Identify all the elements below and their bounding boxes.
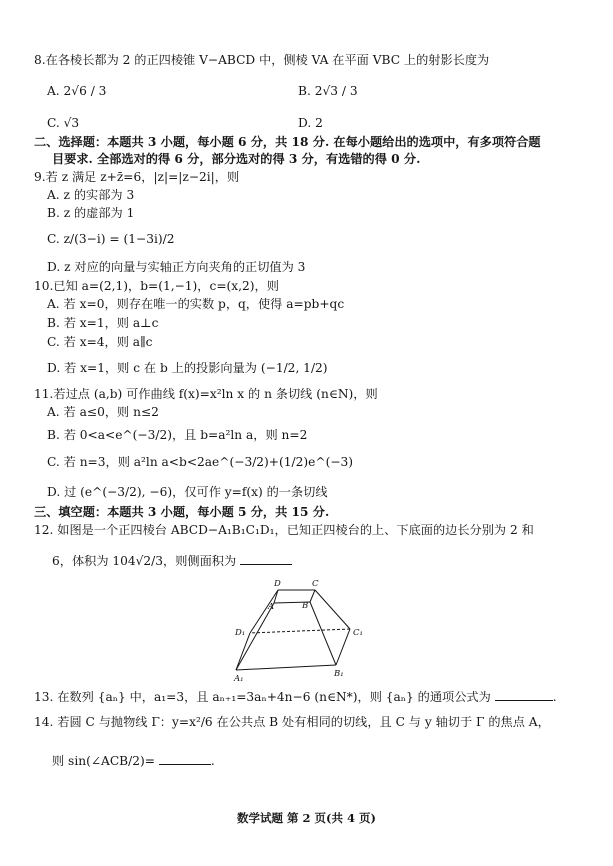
q14-line1: 14. 若圆 C 与抛物线 Γ：y=x²/6 在公共点 B 处有相同的切线，且 C 与 y 轴切于 Γ 的焦点 A， <box>34 715 550 729</box>
q9-option-c: C. z/(3−i) = (1−3i)/2 <box>47 232 175 246</box>
label-b: B <box>302 601 309 611</box>
q10-option-b: B. 若 x=1，则 a⊥c <box>47 316 159 330</box>
q13-line: 13. 在数列 {aₙ} 中，a₁=3，且 aₙ₊₁=3aₙ+4n−6 (n∈N*)，则 {aₙ} 的通项公式为 . <box>34 690 557 704</box>
edge-a1b1 <box>236 665 336 670</box>
q10-option-c: C. 若 x=4，则 a∥c <box>47 335 153 349</box>
edge-ad <box>274 590 278 603</box>
q14-answer-blank <box>159 752 211 765</box>
q8-option-c: C. √3 <box>47 116 80 130</box>
edge-cb <box>310 590 315 602</box>
section2-heading-line2: 目要求. 全部选对的得 6 分，部分选对的得 3 分，有选错的得 0 分. <box>52 152 421 166</box>
label-c1: C₁ <box>353 628 363 638</box>
q11-option-c: C. 若 n=3，则 a²ln a<b<2ae^(−3/2)+(1/2)e^(−3) <box>47 455 354 469</box>
q8-option-a: A. 2√6 / 3 <box>47 84 107 98</box>
q8-option-b: B. 2√3 / 3 <box>298 84 358 98</box>
edge-bb1 <box>310 602 336 665</box>
q11-option-a: A. 若 a≤0，则 n≤2 <box>47 405 159 419</box>
q9-option-d: D. z 对应的向量与实轴正方向夹角的正切值为 3 <box>47 260 306 274</box>
edge-b1c1 <box>336 629 350 665</box>
q8-stem: 8.在各棱长都为 2 的正四棱锥 V−ABCD 中，侧棱 VA 在平面 VBC 上的射影长度为 <box>34 53 490 67</box>
edge-d1a1 <box>236 633 250 670</box>
q9-option-b: B. z 的虚部为 1 <box>47 206 135 220</box>
q12-answer-blank <box>240 552 292 565</box>
label-d1: D₁ <box>235 628 246 638</box>
q10-option-a: A. 若 x=0，则存在唯一的实数 p，q，使得 a=pb+qc <box>47 297 345 311</box>
label-c: C <box>312 579 319 589</box>
label-a1: A₁ <box>234 674 244 684</box>
q8-option-d: D. 2 <box>298 116 323 130</box>
q12-line2 <box>52 552 292 570</box>
q11-option-d: D. 过 (e^(−3/2), −6)，仅可作 y=f(x) 的一条切线 <box>47 485 328 499</box>
q14-line2: 则 sin(∠ACB/2)= . <box>52 754 215 768</box>
frustum-figure <box>220 575 380 685</box>
q9-stem: 9.若 z 满足 z+z̄=6，|z|=|z−2i|，则 <box>34 170 240 184</box>
label-b1: B₁ <box>334 669 344 679</box>
section2-heading-line1: 二、选择题：本题共 3 小题，每小题 6 分，共 18 分. 在每小题给出的选项中，有多项符合题 <box>34 135 541 149</box>
q14-line2-text: 则 sin(∠ACB/2)= <box>52 754 155 768</box>
edge-c1d1 <box>250 629 350 633</box>
label-a: A <box>268 602 275 612</box>
page-footer: 数学试题 第 2 页(共 4 页) <box>237 811 376 825</box>
q13-text: 13. 在数列 {aₙ} 中，a₁=3，且 aₙ₊₁=3aₙ+4n−6 (n∈N*)，则 {aₙ} 的通项公式为 <box>34 690 491 704</box>
q12-line2-text: 6，体积为 104√2/3，则侧面积为 <box>52 554 237 568</box>
q11-stem: 11.若过点 (a,b) 可作曲线 f(x)=x²ln x 的 n 条切线 (n∈N)，则 <box>34 387 378 401</box>
q12-line1: 12. 如图是一个正四棱台 ABCD−A₁B₁C₁D₁，已知正四棱台的上、下底面的边长分别为 2 和 <box>34 523 534 537</box>
q9-option-a: A. z 的实部为 3 <box>47 188 135 202</box>
q13-answer-blank <box>495 688 553 701</box>
edge-cc1 <box>315 590 350 629</box>
section3-heading: 三、填空题：本题共 3 小题，每小题 5 分，共 15 分. <box>34 505 330 519</box>
q11-option-b: B. 若 0<a<e^(−3/2)，且 b=a²ln a，则 n=2 <box>47 428 308 442</box>
q10-stem: 10.已知 a=(2,1)，b=(1,−1)，c=(x,2)，则 <box>34 279 279 293</box>
q10-option-d: D. 若 x=1，则 c 在 b 上的投影向量为 (−1/2, 1/2) <box>47 361 328 375</box>
label-d: D <box>274 579 281 589</box>
